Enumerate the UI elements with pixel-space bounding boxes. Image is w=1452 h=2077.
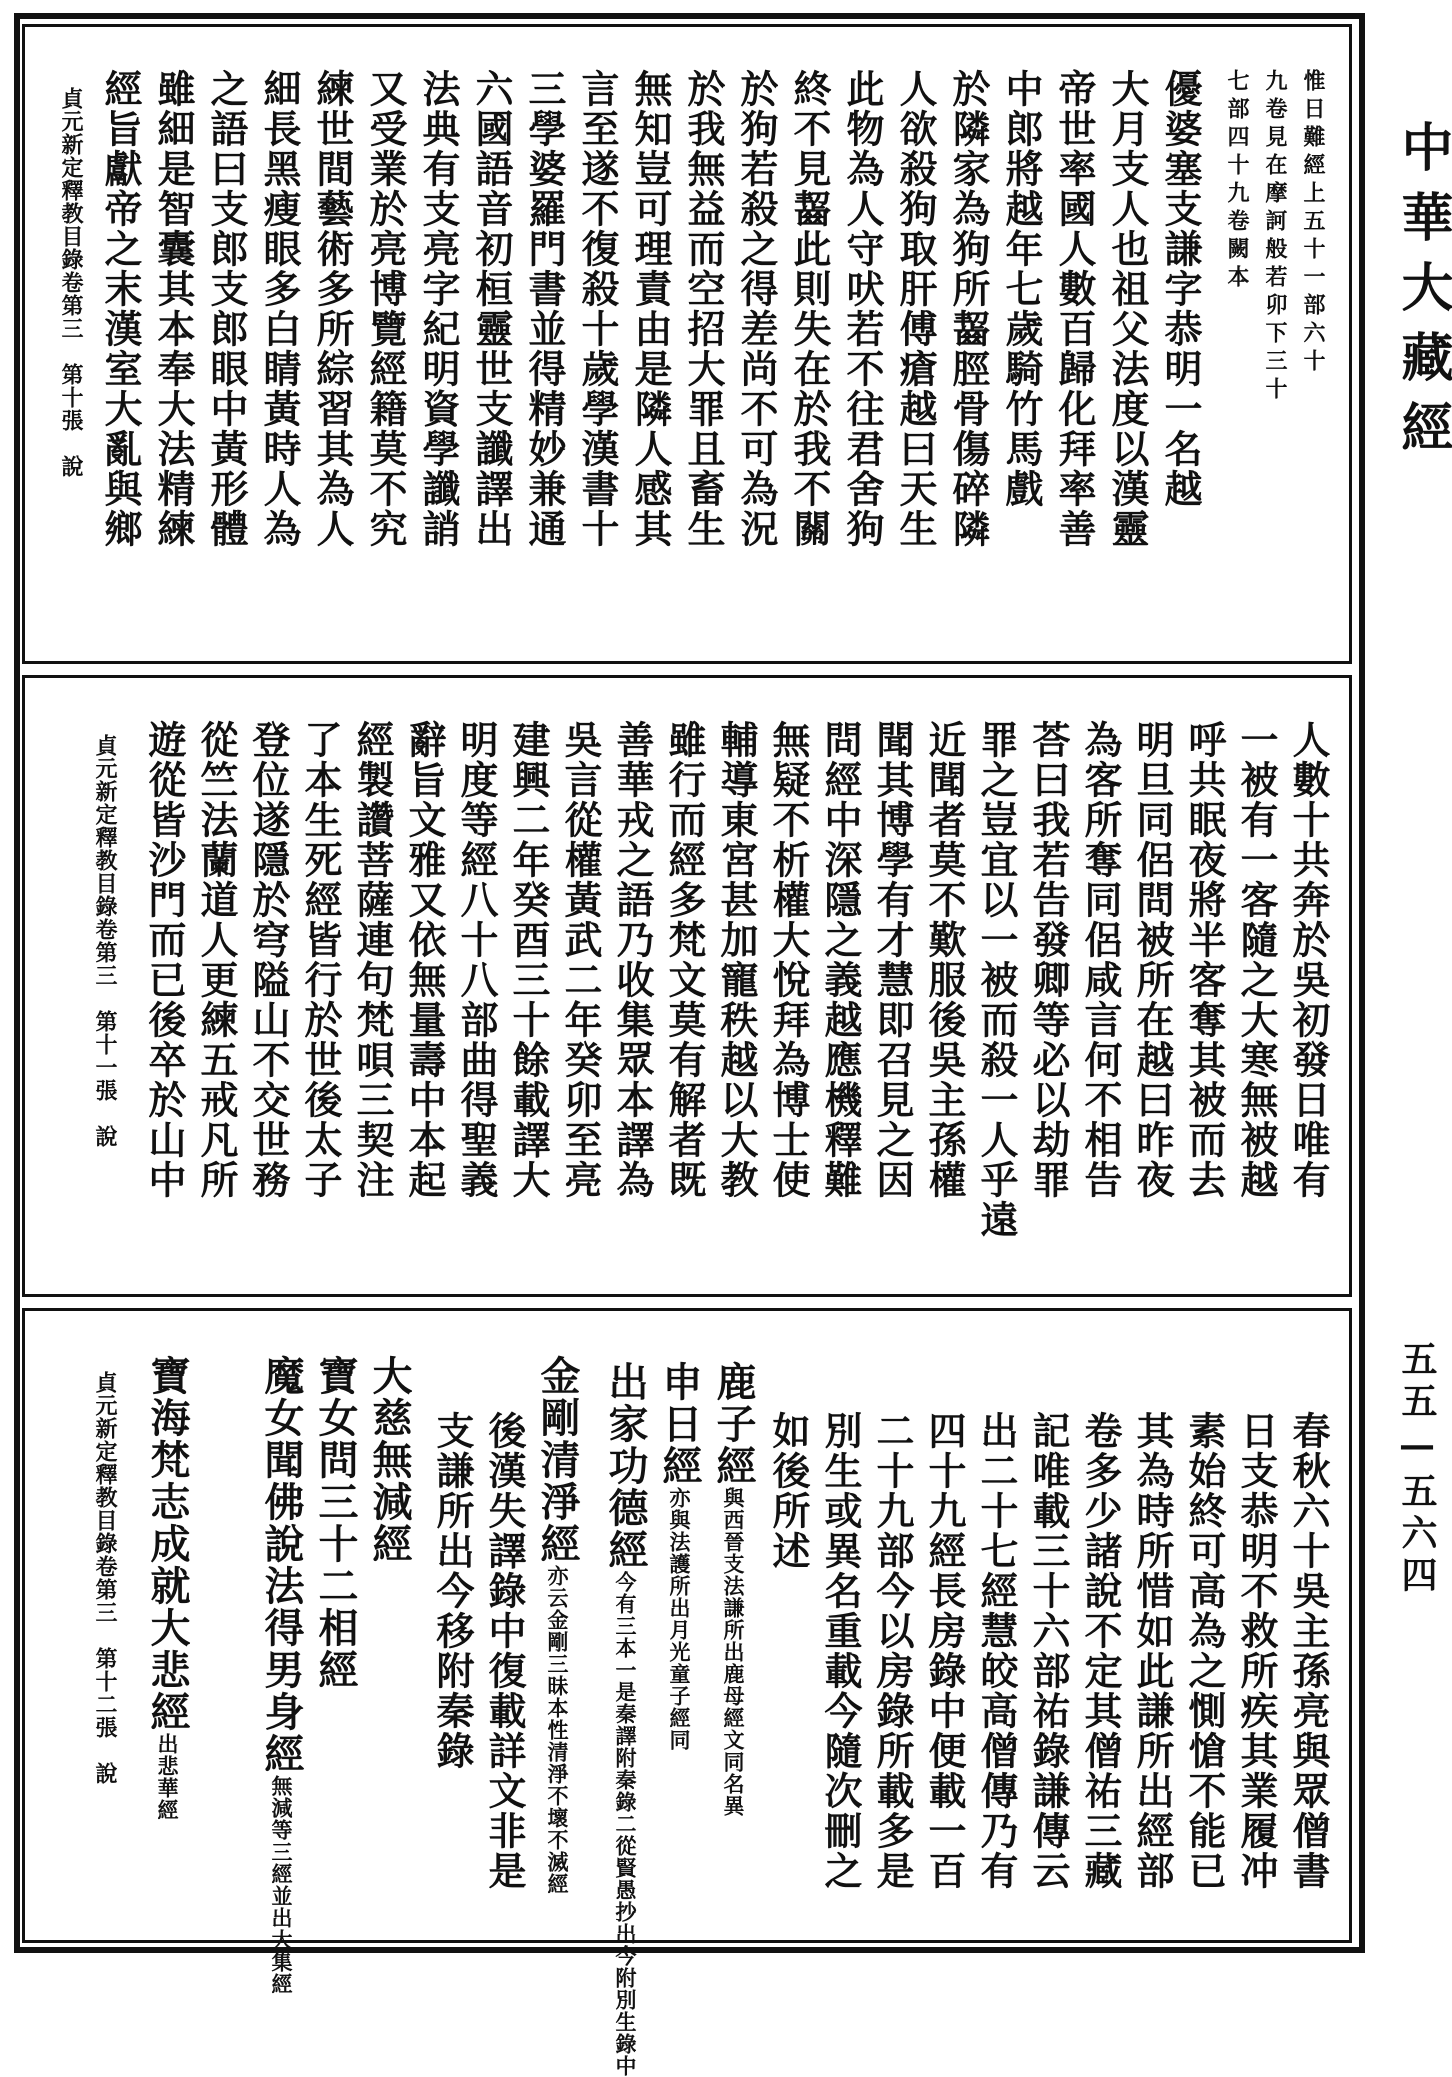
text-column: 出二十七經慧皎高僧傳乃有 (974, 1411, 1019, 1891)
text-column: 終不見齧此則失在於我不關 (787, 69, 832, 549)
panel-footer: 貞元新定釋教目錄卷第三 第十二張 說 (92, 1371, 118, 1785)
text-column: 明度等經八十八部曲得聖義 (454, 720, 499, 1200)
text-column: 荅曰我若告發卿等必以劫罪 (1026, 720, 1071, 1200)
text-column: 問經中深隱之義越應機釋難 (818, 720, 863, 1200)
text-column: 經旨獻帝之末漢室大亂與鄉 (98, 69, 143, 549)
text-column: 經製讚菩薩連句梵唄三契注 (350, 720, 395, 1200)
text-column: 二十九部今以房錄所載多是 (870, 1411, 915, 1891)
series-title: 中華大藏經 (1392, 120, 1452, 470)
sutra-title: 出家功德經 (602, 1361, 649, 1571)
sutra-note: 與西晉支法謙所出鹿母經文同名異 (721, 1487, 746, 1817)
sutra-entry (656, 1361, 703, 1751)
text-column: 從竺法蘭道人更練五戒凡所 (194, 720, 239, 1200)
text-column: 明旦同侶問被所在越曰昨夜 (1130, 720, 1175, 1200)
text-column: 此物為人守吠若不往君舍狗 (840, 69, 885, 549)
text-column: 優婆塞支謙字恭明一名越 (1158, 69, 1203, 509)
panel-footer: 貞元新定釋教目錄卷第三 第十一張 說 (92, 734, 118, 1148)
text-column: 辭旨文雅又依無量壽中本起 (402, 720, 447, 1200)
text-column: 日支恭明不救所疾其業履冲 (1234, 1411, 1279, 1891)
note-column: 九卷見在摩訶般若卯下三十 (1262, 69, 1288, 405)
text-column: 無知豈可理責由是隣人感其 (628, 69, 673, 549)
text-column: 又受業於亮博覽經籍莫不究 (363, 69, 408, 549)
sutra-entry (534, 1355, 581, 1895)
text-column: 四十九經長房錄中便載一百 (922, 1411, 967, 1891)
text-column: 善華戎之語乃收集眾本譯為 (610, 720, 655, 1200)
text-column: 卷多少諸說不定其僧祐三藏 (1078, 1411, 1123, 1891)
panel-bottom (22, 1308, 1352, 2077)
text-column: 帝世率國人數百歸化拜率善 (1052, 69, 1097, 549)
sutra-note: 亦與法護所出月光童子經同 (667, 1487, 692, 1751)
text-column: 人欲殺狗取肝傅瘡越曰天生 (893, 69, 938, 549)
text-column: 於狗若殺之得差尚不可為況 (734, 69, 779, 549)
sutra-note: 亦云金剛三昧本性清淨不壞不滅經 (545, 1565, 570, 1895)
text-column: 輔導東宮甚加寵秩越以大教 (714, 720, 759, 1200)
text-column: 支謙所出今移附秦錄 (430, 1411, 475, 1771)
text-column: 人數十共奔於吳初發日唯有 (1286, 720, 1331, 1200)
sutra-title: 寶海梵志成就大悲經 (144, 1355, 191, 1733)
text-column: 細長黑瘦眼多白睛黃時人為 (257, 69, 302, 549)
text-column: 素始終可高為之惻愴不能已 (1182, 1411, 1227, 1891)
text-column: 雖行而經多梵文莫有解者既 (662, 720, 707, 1200)
text-column: 之語曰支郎支郎眼中黃形體 (204, 69, 249, 549)
sutra-entry (258, 1355, 305, 1995)
text-column: 練世間藝術多所綜習其為人 (310, 69, 355, 549)
sutra-note: 無減等三經並出大集經 (269, 1775, 294, 1995)
sutra-title: 大慈無減經 (366, 1355, 413, 1565)
text-column: 後漢失譯錄中復載詳文非是 (482, 1411, 527, 1891)
text-column: 於隣家為狗所齧脛骨傷碎隣 (946, 69, 991, 549)
text-column: 六國語音初桓靈世支讖譯出 (469, 69, 514, 549)
text-column: 呼共眠夜將半客奪其被而去 (1182, 720, 1227, 1200)
panel-footer: 貞元新定釋教目錄卷第三 第十張 說 (58, 87, 84, 478)
sutra-title: 鹿子經 (710, 1361, 757, 1487)
text-column: 其為時所惜如此謙所出經部 (1130, 1411, 1175, 1891)
panel-middle (22, 675, 1352, 1297)
text-column: 了本生死經皆行於世後太子 (298, 720, 343, 1200)
sutra-note: 今有三本一是秦譯附秦錄二從賢愚抄出今附別生錄中 (613, 1571, 638, 2077)
text-column: 為客所奪同侶咸言何不相告 (1078, 720, 1123, 1200)
text-column: 聞其博學有才慧即召見之因 (870, 720, 915, 1200)
text-column: 別生或異名重載今隨次刪之 (818, 1411, 863, 1891)
sutra-note: 出悲華經 (155, 1733, 180, 1821)
text-column: 建興二年癸酉三十餘載譯大 (506, 720, 551, 1200)
sutra-title: 金剛清淨經 (534, 1355, 581, 1565)
text-column: 於我無益而空招大罪且畜生 (681, 69, 726, 549)
text-column: 遊從皆沙門而已後卒於山中 (142, 720, 187, 1200)
text-column: 一被有一客隨之大寒無被越 (1234, 720, 1279, 1200)
note-column: 惟日難經上五十一部六十 (1300, 69, 1326, 377)
text-column: 法典有支亮字紀明資學讖誚 (416, 69, 461, 549)
text-column: 無疑不析權大悅拜為博士使 (766, 720, 811, 1200)
page-number: 五五—五六四 (1396, 1340, 1438, 1598)
text-column: 雖細是智囊其本奉大法精練 (151, 69, 196, 549)
text-column: 登位遂隱於穹隘山不交世務 (246, 720, 291, 1200)
text-column: 罪之豈宜以一被而殺一人乎遠 (974, 720, 1019, 1240)
text-column: 近聞者莫不歎服後吳主孫權 (922, 720, 967, 1200)
sutra-entry (710, 1361, 757, 1817)
panel-top (22, 24, 1352, 664)
text-column: 三學婆羅門書並得精妙兼通 (522, 69, 567, 549)
sutra-title: 寶女問三十二相經 (312, 1355, 359, 1691)
text-column: 如後所述 (766, 1411, 811, 1571)
text-column: 記唯載三十六部祐錄謙傳云 (1026, 1411, 1071, 1891)
sutra-entry (144, 1355, 191, 1821)
sutra-title: 魔女聞佛說法得男身經 (258, 1355, 305, 1775)
note-column: 七部四十九卷闕本 (1224, 69, 1250, 293)
text-column: 中郎將越年七歲騎竹馬戲 (999, 69, 1044, 509)
sutra-entry (602, 1361, 649, 2077)
text-column: 春秋六十吳主孫亮與眾僧書 (1286, 1411, 1331, 1891)
sutra-title: 申日經 (656, 1361, 703, 1487)
text-column: 大月支人也祖父法度以漢靈 (1105, 69, 1150, 549)
text-column: 言至遂不復殺十歲學漢書十 (575, 69, 620, 549)
text-column: 吳言從權黃武二年癸卯至亮 (558, 720, 603, 1200)
